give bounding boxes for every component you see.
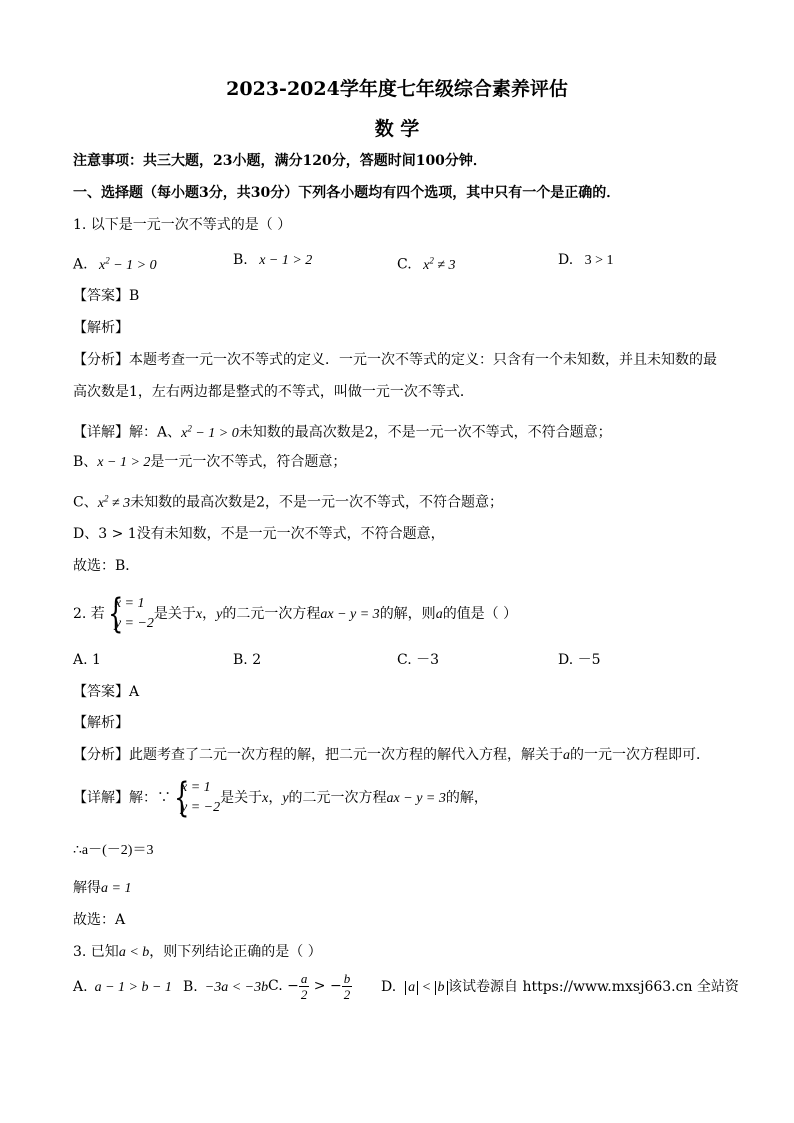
q3-option-a: A. a − 1 > b − 1	[73, 979, 172, 995]
source-watermark: 该试卷源自 https://www.mxsj663.cn 全站资	[448, 979, 739, 995]
q1-detail-d: D、3 > 1没有未知数，不是一元一次不等式，不符合题意，	[73, 526, 445, 542]
q1-detail-c: C、$x^2 \ne 3$未知数的最高次数是2，不是一元一次不等式，不符合题意；	[73, 493, 504, 511]
q3-option-b: B. −3a < −3b	[183, 979, 269, 995]
q2-stem: 2. 若 { x = 1 y = −2 是关于x，y的二元一次方程ax − y = 3的解，则a的值是（ ）	[73, 594, 517, 635]
q2-answer: 【答案】A	[73, 684, 140, 700]
exam-title: 2023-2024学年度七年级综合素养评估	[226, 78, 568, 100]
q3-stem: 3. 已知a < b，则下列结论正确的是（ ）	[73, 944, 322, 960]
q1-option-c: C. $x^2 \ne 3$	[397, 255, 456, 273]
q2-choose: 故选：A	[73, 912, 126, 928]
q1-detail-a: 【详解】解：A、$x^2 - 1 > 0$未知数的最高次数是2，不是一元一次不等式，不符合题意；	[73, 423, 612, 441]
q2-option-b: B. 2	[233, 652, 262, 668]
q1-option-b: B. x − 1 > 2	[233, 252, 313, 268]
equation-system: { x = 1 y = −2	[171, 778, 220, 818]
q1-fenxi-line1: 【分析】本题考查一元一次不等式的定义．一元一次不等式的定义：只含有一个未知数，并且未知数的最	[73, 352, 717, 368]
section-heading: 一、选择题（每小题3分，共30分）下列各小题均有四个选项，其中只有一个是正确的．	[73, 185, 621, 201]
q2-fenxi: 【分析】此题考查了二元一次方程的解，把二元一次方程的解代入方程，解关于a的一元一次方程即可．	[73, 747, 710, 763]
math-expr: 3 > 1	[577, 253, 614, 268]
q2-step2: 解得a = 1	[73, 880, 132, 896]
notice: 注意事项：共三大题，23小题，满分120分，答题时间100分钟．	[73, 153, 487, 169]
q1-analysis-label: 【解析】	[73, 320, 129, 336]
q1-option-d: D. 3 > 1	[558, 252, 614, 268]
equation-system: { x = 1 y = −2	[105, 594, 154, 634]
q2-step1: ∴a－(－2)＝3	[73, 843, 154, 858]
q1-option-a: A. $x^2 - 1 > 0$	[73, 255, 157, 273]
q1-detail-b: B、x − 1 > 2是一元一次不等式，符合题意；	[73, 454, 347, 470]
q2-option-c: C. －3	[397, 652, 440, 668]
q1-stem: 1. 以下是一元一次不等式的是（ ）	[73, 217, 292, 233]
q1-fenxi-line2: 高次数是1，左右两边都是整式的不等式，叫做一元一次不等式．	[73, 384, 474, 400]
q3-option-d: D. a < b	[381, 978, 448, 997]
subject-title: 数 学	[374, 118, 420, 140]
math-expr: $x^2 - 1 > 0$	[92, 255, 157, 273]
q2-analysis-label: 【解析】	[73, 715, 129, 731]
q2-option-d: D. －5	[558, 652, 601, 668]
q3-option-c: C. − $\frac{a}{2}$ > − $\frac{b}{2}$	[268, 970, 351, 1002]
q2-option-a: A. 1	[73, 652, 101, 668]
q2-detail: 【详解】解：∵ { x = 1 y = −2 是关于x，y的二元一次方程ax − y = 3的解，	[73, 778, 488, 819]
math-expr: $x^2 \ne 3$	[416, 255, 456, 273]
math-expr: x − 1 > 2	[252, 253, 313, 268]
q1-choose: 故选：B．	[73, 558, 140, 574]
q1-answer: 【答案】B	[73, 288, 140, 304]
